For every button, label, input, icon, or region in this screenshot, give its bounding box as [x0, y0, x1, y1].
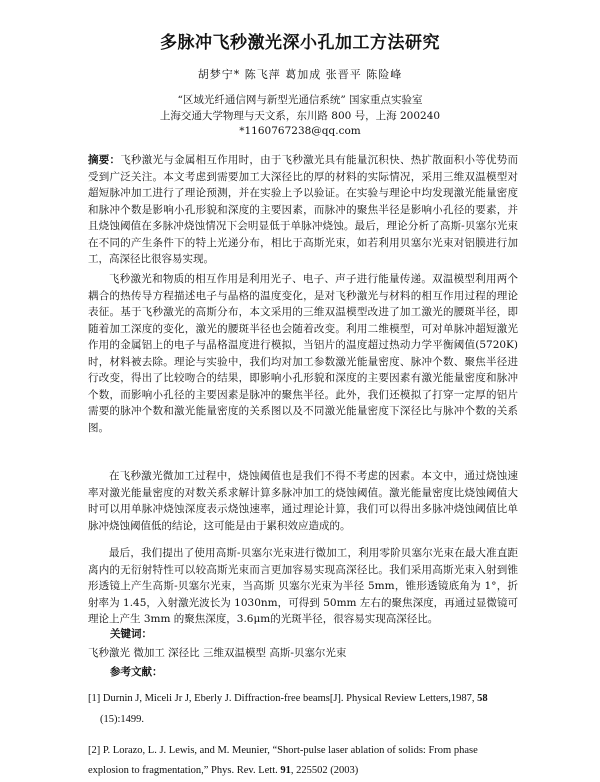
reference-1-continuation: (15):1499.: [100, 714, 145, 725]
paper-title: 多脉冲飞秒激光深小孔加工方法研究: [160, 33, 440, 53]
paragraph-2: 在飞秒激光微加工过程中，烧蚀阈值也是我们不得不考虑的因素。本文中，通过烧蚀速率对激光能量密度的对数关系求解计算多脉冲加工的烧蚀阈值。激光能量密度比烧蚀阈值大时可以用单脉冲烧蚀深度表示烧蚀速率，通过理论计算，我们可以得出多脉冲烧蚀阈值比单脉冲烧蚀阈值低的结论，这可能是由于累积效应造成的。: [88, 470, 518, 532]
abstract-text: 飞秒激光与金属相互作用时，由于飞秒激光具有能量沉积快、热扩散面积小等优势而受到广泛关注。本文考虑到需要加工大深径比的厚的材料的实际情况，采用三维双温模型对超短脉冲加工进行了理论预测，并在实验上予以验证。在实验与理论中均发现激光能量密度和脉冲个数是影响小孔形貌和深度的主要因素，而脉冲的聚焦半径是影响小孔径的要素，并且烧蚀阈值在多脉冲烧蚀情况下会明显低于单脉冲烧蚀。最后，理论分析了高斯-贝塞尔光束在不同的产生条件下的特上光递分布，相比于高斯光束，如若利用贝塞尔光束对铝膜进行加工，高深径比很容易实现。: [88, 154, 519, 265]
affiliation-address: 上海交通大学物理与天文系，东川路 800 号，上海 200240: [159, 110, 441, 122]
reference-2-continuation: [88, 765, 358, 776]
affiliation-email: *1160767238@qq.com: [239, 125, 361, 137]
references-label: 参考文献：: [110, 666, 163, 678]
reference-2: [2] P. Lorazo, L. J. Lewis, and M. Meunier, “Short-pulse laser ablation of solids: From phase: [88, 745, 478, 756]
keywords-label: 关键词：: [110, 628, 152, 640]
reference-2-text: explosion to fragmentation,” Phys. Rev. Lett.: [88, 765, 281, 776]
abstract: [88, 152, 518, 268]
paragraph-1: 飞秒激光和物质的相互作用是利用光子、电子、声子进行能量传递。双温模型利用两个耦合的热传导方程描述电子与晶格的温度变化，是对飞秒激光与材料的相互作用过程的理论表征。基于飞秒激光的高斯分布，本文采用的三维双温模型改进了加工激光的腰斑半径，即随着加工深度的变化，激光的腰斑半径也会随着改变。利用二维模型，可对单脉冲超短激光作用的金属铝上的电子与晶格温度进行模拟，当铝片的温度超过热动力学平衡阈值(5720K)时，材料被去除。理论与实验中，我们均对加工参数激光能量密度、脉冲个数、聚焦半径进行改变，得出了比较吻合的结果，即影响小孔形貌和深度的主要因素有激光能量密度和脉冲个数，而影响小孔径的主要因素是脉冲的聚焦半径。此外，我们还模拟了打穿一定厚的铝片需要的脉冲个数和激光能量密度的关系图以及不同激光能量密度下深径比与脉冲个数的关系图。: [88, 273, 518, 434]
reference-2-pages: , 225502 (2003): [290, 765, 359, 776]
abstract-label: 摘要：: [88, 154, 121, 166]
author-list: 胡梦宁* 陈飞萍 葛加成 张晋平 陈险峰: [197, 68, 403, 81]
reference-1-volume: 58: [477, 693, 488, 704]
reference-1-text: [1] Durnin J, Miceli Jr J, Eberly J. Diffraction-free beams[J]. Physical Review Letters,1987,: [88, 693, 478, 704]
keywords: 飞秒激光 微加工 深径比 三维双温模型 高斯-贝塞尔光束: [88, 647, 347, 659]
affiliation-lab: “区域光纤通信网与新型光通信系统” 国家重点实验室: [177, 94, 423, 106]
reference-1: [88, 689, 528, 708]
reference-2-volume: 91: [280, 765, 291, 776]
paragraph-3: 最后，我们提出了使用高斯-贝塞尔光束进行微加工，利用零阶贝塞尔光束在最大准直距离内的无衍射特性可以较高斯光束而言更加容易实现高深径比。我们采用高斯光束入射到锥形透镜上产生高斯-贝塞尔光束，当高斯 贝塞尔光束为半径 5mm，锥形透镜底角为 1°，折射率为 1.45，入射激光波长为 1030nm，可得到 50mm 左右的聚焦深度，再通过显微镜可理论上产生 3mm 的聚焦深度，3.6μm的光斑半径，很容易实现高深径比。: [88, 547, 518, 625]
